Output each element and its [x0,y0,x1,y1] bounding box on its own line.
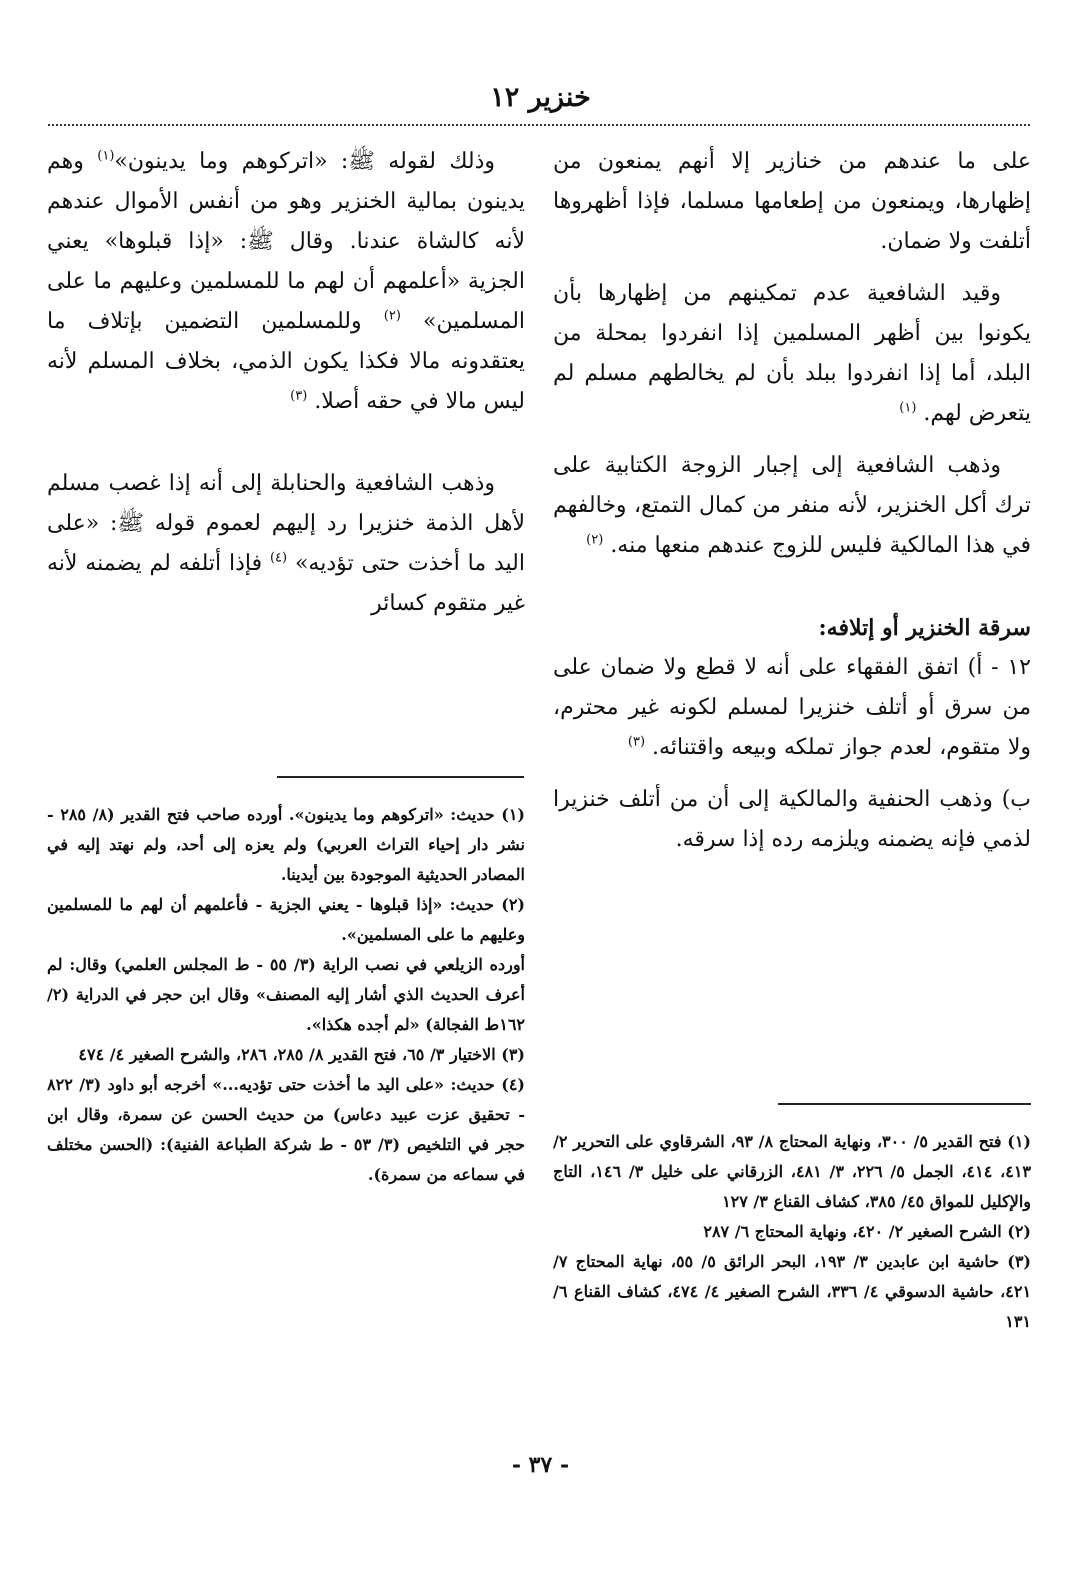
section-heading: سرقة الخنزير أو إتلافه: [818,615,1031,641]
footnote: أورده الزيلعي في نصب الراية (٣/ ٥٥ - ط المجلس العلمي) وقال: لم أعرف الحديث الذي أشار إليه المصنف» وقال ابن حجر في الدراية (٢/ ١٦٢ط الفجالة) «لم أجده هكذا». [47,955,526,1034]
footnotes-right [553,1127,1031,1337]
paragraph [47,142,525,422]
paragraph-text: على ما عندهم من خنازير إلا أنهم يمنعون من إظهارها، ويمنعون من إطعامها مسلما، فإذا أظهروها أتلفت ولا ضمان. [553,149,1031,254]
paragraph-text: وقيد الشافعية عدم تمكينهم من إظهارها بأن يكونوا بين أظهر المسلمين إذا انفردوا بمحلة من البلد، أما إذا انفردوا ببلد بأن لم يخالطهم مسلم لم يتعرض لهم. [553,281,1031,426]
paragraph-text: فإذا أتلفه لم يضمنه لأنه غير متقوم كسائر [47,551,525,616]
paragraph [553,142,1031,262]
footnote-ref: (٣) [290,388,308,404]
footnote-ref: (٣) [627,734,646,750]
right-column [553,142,1031,860]
footnote-ref: (١) [97,148,115,164]
page-number: - ٣٧ - [511,1452,570,1478]
paragraph [553,780,1031,860]
paragraph [47,464,525,624]
footnote-ref: (٢) [586,532,604,548]
footnote-ref: (٤) [269,550,288,566]
footnote: (١) فتح القدير ٥/ ٣٠٠، ونهاية المحتاج ٨/ ٩٣، الشرقاوي على التحرير ٢/ ٤١٣، ٤١٤، الجمل ٥/ ٢٢٦، ٣/ ٤٨١، الزرقاني على خليل ٣/ ١٤٦، التاج والإكليل للمواق ٤٥/ ٣٨٥، كشاف القناع ٣/ ١٢٧ [553,1132,1032,1211]
paragraph [553,446,1031,566]
footnotes-left [47,800,525,1190]
paragraph-text: وذهب الشافعية إلى إجبار الزوجة الكتابية على ترك أكل الخنزير، لأنه منفر من كمال التمتع، وخالفهم في هذا المالكية فليس للزوج عندهم منعها منه. [553,453,1031,558]
paragraph-text: ١٢ - أ) اتفق الفقهاء على أنه لا قطع ولا ضمان على من سرق أو أتلف خنزيرا لمسلم لكونه غير محترم، ولا متقوم، لعدم جواز تملكه وبيعه واقتنائه. [553,655,1031,760]
footnote: (٢) الشرح الصغير ٢/ ٤٢٠، ونهاية المحتاج ٦/ ٢٨٧ [703,1222,1031,1241]
left-column [47,142,525,624]
page-header-title: خنزير ١٢ [490,82,591,113]
footnote: (٢) حديث: «إذا قبلوها - يعني الجزية - فأعلمهم أن لهم ما للمسلمين وعليهم ما على المسلمين». [47,895,525,944]
footnote: (١) حديث: «اتركوهم وما يدينون». أورده صاحب فتح القدير (٨/ ٢٨٥ - نشر دار إحياء التراث العربي) ولم يعزه إلى أحد، ولم نهتد إليه في المصادر الحديثية الموجودة بين أيدينا. [47,805,525,884]
footnote: (٣) الاختيار ٣/ ٦٥، فتح القدير ٨/ ٢٨٥، ٢٨٦، والشرح الصغير ٤/ ٤٧٤ [78,1045,525,1064]
paragraph-text: وهم يدينون بمالية الخنزير وهو من أنفس الأموال عندهم لأنه كالشاة عندنا. وقال ﷺ: «إذا قبلوها» يعني الجزية «أعلمهم أن لهم ما للمسلمين وعليهم ما على المسلمين» [47,149,526,334]
paragraph-text: ب) وذهب الحنفية والمالكية إلى أن من أتلف خنزيرا لذمي فإنه يضمنه ويلزمه رده إذا سرقه. [553,787,1031,852]
footnote-divider [778,1103,1031,1105]
header-divider [48,124,1030,126]
paragraph-text: وذلك لقوله ﷺ: «اتركوهم وما يدينون» [114,149,495,174]
footnote: (٣) حاشية ابن عابدين ٣/ ١٩٣، البحر الرائق ٥/ ٥٥، نهاية المحتاج ٧/ ٤٢١، حاشية الدسوقي ٤/ ٣٣٦، الشرح الصغير ٤/ ٤٧٤، كشاف القناع ٦/ ١٣١ [553,1252,1032,1331]
paragraph [553,648,1031,768]
footnote: (٤) حديث: «على اليد ما أخذت حتى تؤديه...» أخرجه أبو داود (٣/ ٨٢٢ - تحقيق عزت عبيد دعاس) من حديث الحسن عن سمرة، وقال ابن حجر في التلخيص (٣/ ٥٣ - ط شركة الطباعة الفنية): (الحسن مختلف في سماعه من سمرة). [47,1075,526,1184]
footnote-divider [277,776,524,778]
paragraph [553,274,1031,434]
footnote-ref: (٢) [383,308,401,324]
paragraph-text: وللمسلمين التضمين بإتلاف ما يعتقدونه مالا فكذا يكون الذمي، بخلاف المسلم لأنه ليس مالا في حقه أصلا. [47,309,525,414]
paragraph-text: وذهب الشافعية والحنابلة إلى أنه إذا غصب مسلم لأهل الذمة خنزيرا رد إليهم لعموم قوله ﷺ: «على اليد ما أخذت حتى تؤديه» [47,471,525,576]
footnote-ref: (١) [899,400,917,416]
